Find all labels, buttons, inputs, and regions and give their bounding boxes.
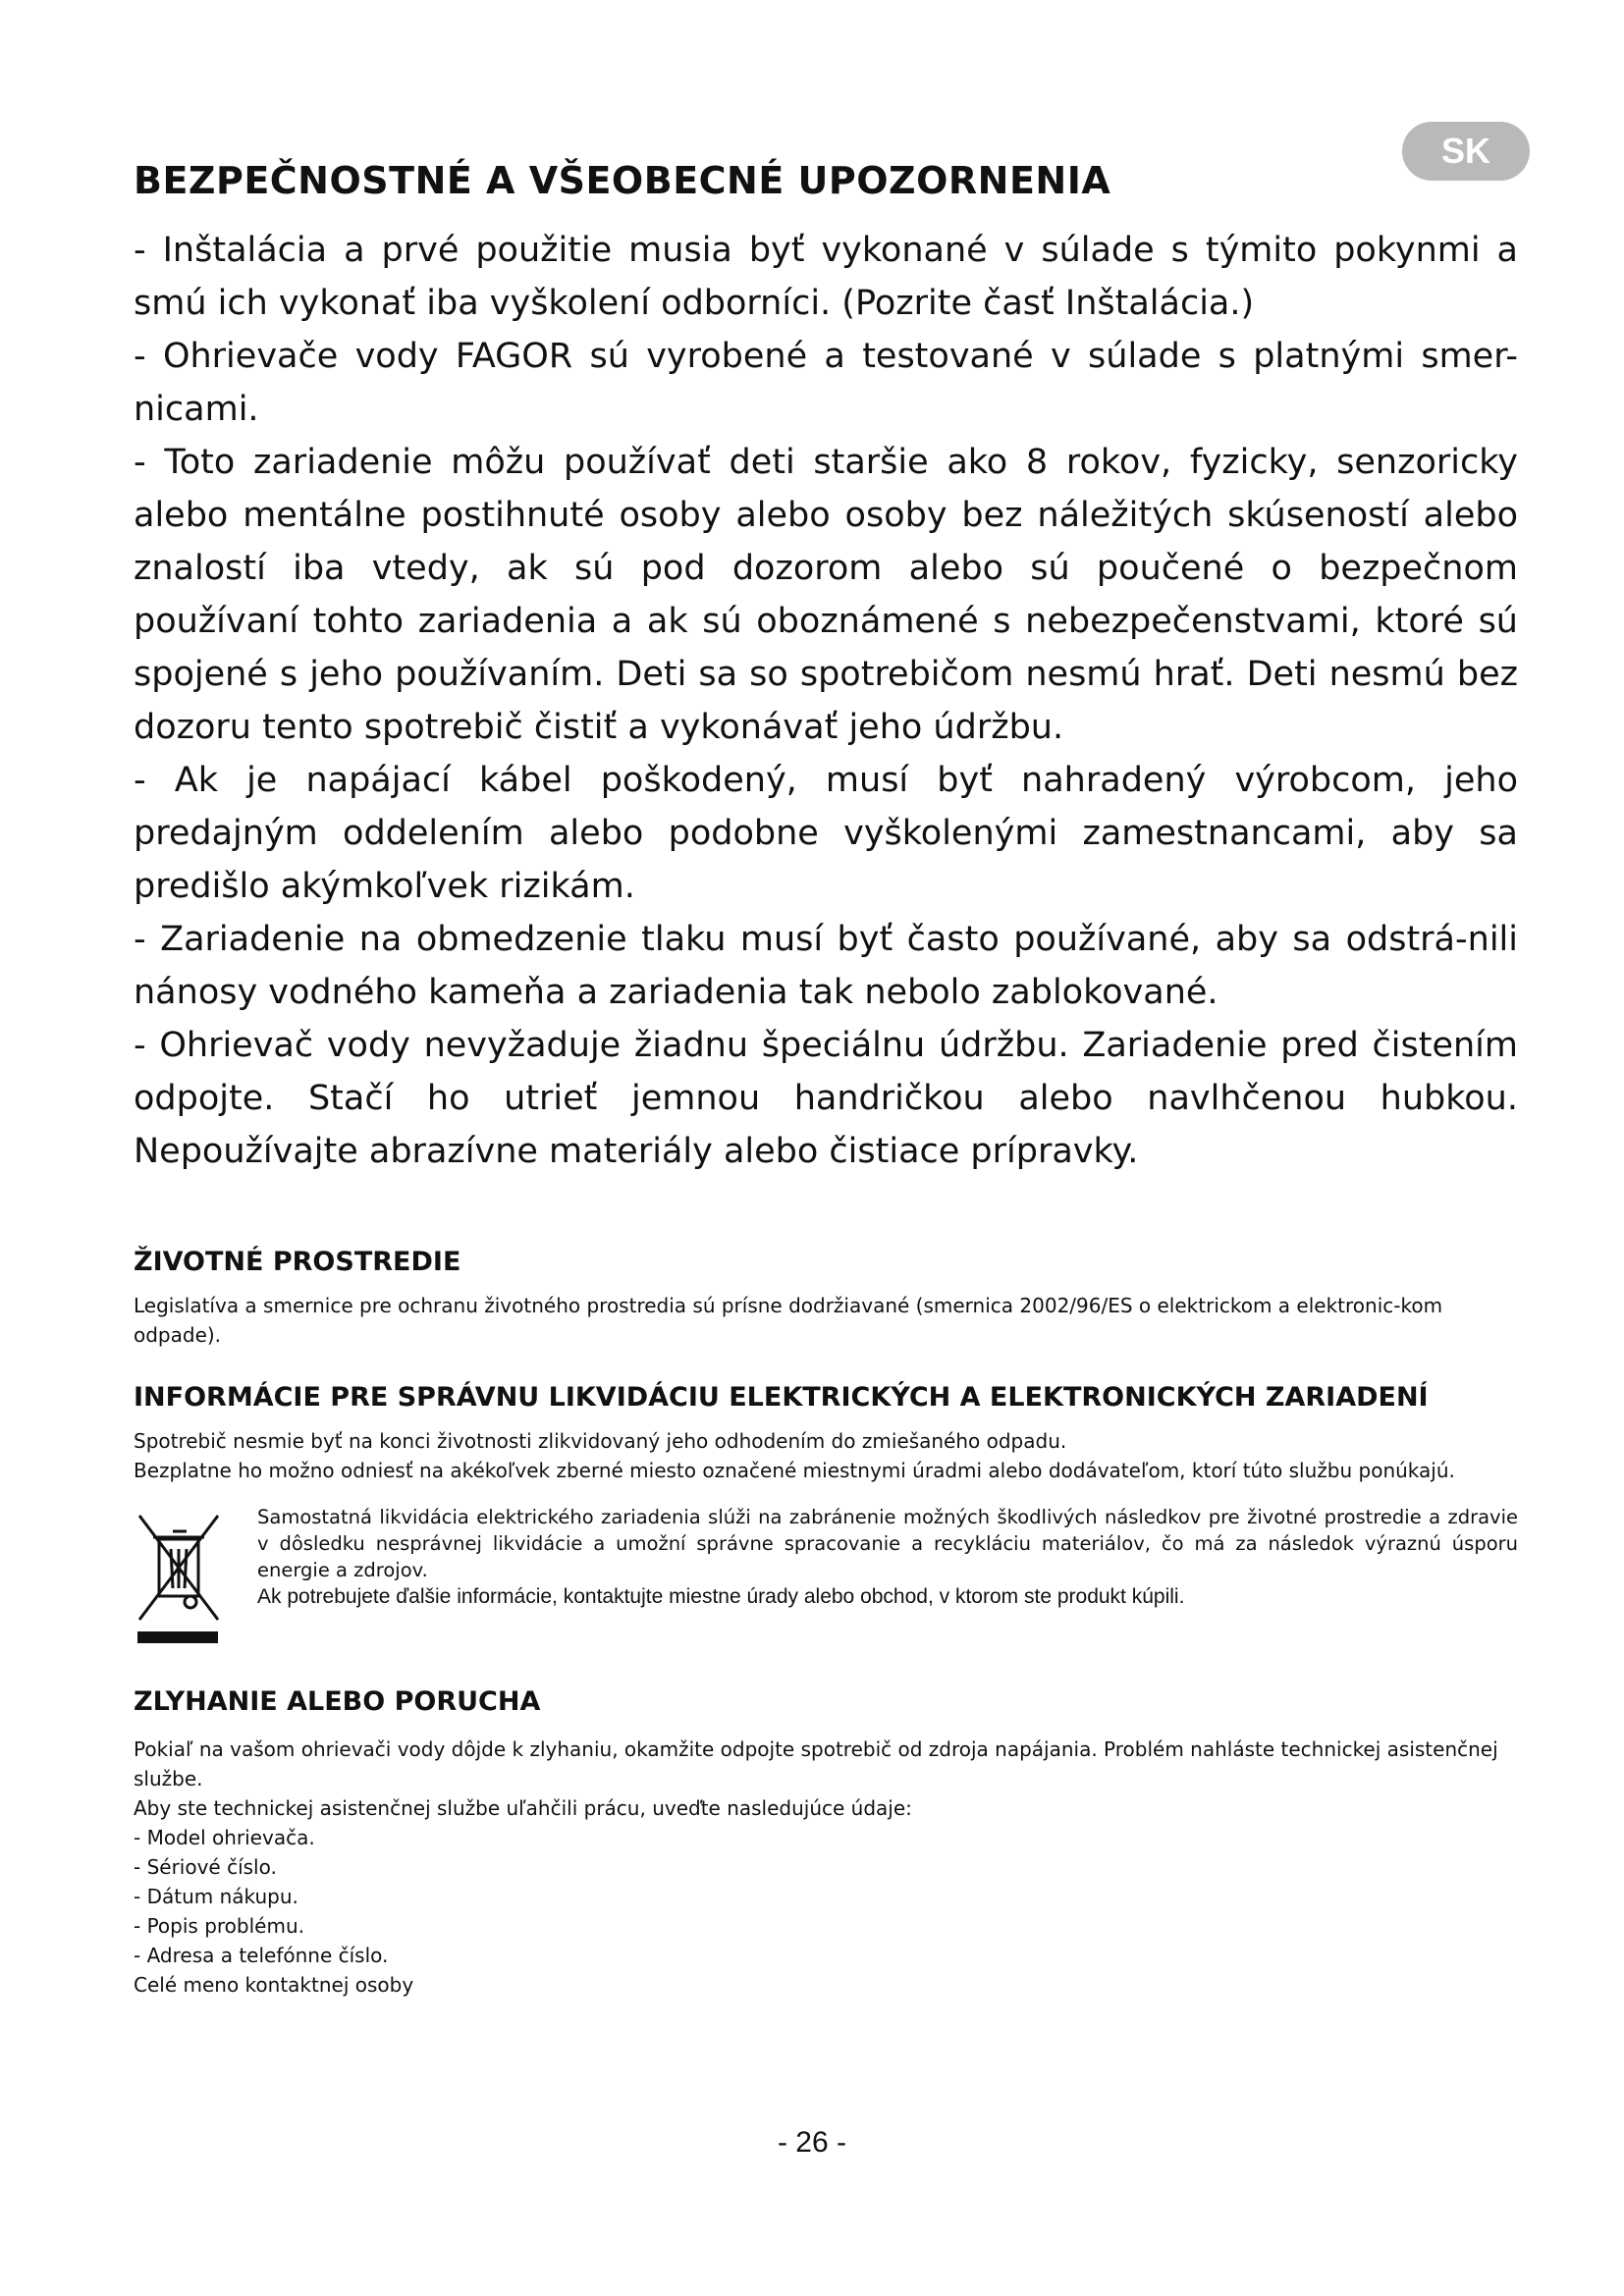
language-badge: SK	[1402, 122, 1530, 181]
failure-section	[134, 1686, 1518, 2000]
weee-more-info: Ak potrebujete ďalšie informácie, kontaktujte miestne úrady alebo obchod, v ktorom ste produkt kúpili.	[257, 1585, 1185, 1608]
contact-person-line: Celé meno kontaktnej osoby	[134, 1973, 414, 1997]
warning-paragraph: - Ak je napájací kábel poškodený, musí byť nahradený výrobcom, jeho predajným oddelením alebo podobne vyškolenými zamestnancami, aby sa predišlo akýmkoľvek rizikám.	[134, 761, 1518, 906]
weee-description: Samostatná likvidácia elektrického zariadenia slúži na zabránenie možných škodlivých následkov pre životné prostredie a zdravie v dôsledku nesprávnej likvidácie a umožní správne spracovanie a recykláciu materiálov, čo má za následok výraznú úsporu energie a zdrojov.	[257, 1506, 1518, 1581]
list-item: - Model ohrievača.	[134, 1826, 315, 1849]
page-number: - 26 -	[777, 2126, 847, 2159]
list-item: - Popis problému.	[134, 1914, 304, 1938]
environment-heading: ŽIVOTNÉ PROSTREDIE	[134, 1247, 461, 1277]
warning-paragraph: - Ohrievač vody nevyžaduje žiadnu špeciálnu údržbu. Zariadenie pred čistením odpojte. Stačí ho utrieť jemnou handričkou alebo navlhčenou hubkou. Nepoužívajte abrazívne materiály alebo čistiace prípravky.	[134, 1026, 1518, 1171]
environment-text: Legislatíva a smernice pre ochranu životného prostredia sú prísne dodržiavané (smernica 2002/96/ES o elektrickom a elektronic-kom odpade).	[134, 1294, 1443, 1347]
warning-paragraph: - Inštalácia a prvé použitie musia byť vykonané v súlade s týmito pokynmi a smú ich vykonať iba vyškolení odborníci. (Pozrite časť Inštalácia.)	[134, 231, 1518, 323]
environment-section	[134, 1247, 1518, 1350]
list-item: - Sériové číslo.	[134, 1855, 277, 1879]
warning-paragraph: - Ohrievače vody FAGOR sú vyrobené a testované v súlade s platnými smer-nicami.	[134, 337, 1518, 429]
disposal-line: Spotrebič nesmie byť na konci životnosti zlikvidovaný jeho odhodením do zmiešaného odpadu.	[134, 1429, 1067, 1453]
page-title: BEZPEČNOSTNÉ A VŠEOBECNÉ UPOZORNENIA	[134, 159, 1111, 202]
safety-warnings	[134, 224, 1518, 1178]
disposal-line: Bezplatne ho možno odniesť na akékoľvek zberné miesto označené miestnymi úradmi alebo dodávateľom, ktorí túto službu ponúkajú.	[134, 1459, 1455, 1482]
warning-paragraph: - Toto zariadenie môžu používať deti staršie ako 8 rokov, fyzicky, senzoricky alebo mentálne postihnuté osoby alebo osoby bez náležitých skúseností alebo znalostí iba vtedy, ak sú pod dozorom alebo sú poučené o bezpečnom používaní tohto zariadenia a ak sú oboznámené s nebezpečenstvami, ktoré sú spojené s jeho používaním. Deti sa so spotrebičom nesmú hrať. Deti nesmú bez dozoru tento spotrebič čistiť a vykonávať jeho údržbu.	[134, 443, 1518, 747]
list-item: - Adresa a telefónne číslo.	[134, 1944, 389, 1967]
list-item: - Dátum nákupu.	[134, 1885, 298, 1908]
disposal-heading: INFORMÁCIE PRE SPRÁVNU LIKVIDÁCIU ELEKTRICKÝCH A ELEKTRONICKÝCH ZARIADENÍ	[134, 1382, 1429, 1413]
failure-heading: ZLYHANIE ALEBO PORUCHA	[134, 1686, 541, 1717]
weee-block	[134, 1504, 1518, 1651]
weee-text	[257, 1504, 1518, 1610]
failure-line: Aby ste technickej asistenčnej službe uľahčili prácu, uveďte nasledujúce údaje:	[134, 1796, 912, 1820]
warning-paragraph: - Zariadenie na obmedzenie tlaku musí byť často používané, aby sa odstrá-nili nánosy vodného kameňa a zariadenia tak nebolo zablokované.	[134, 920, 1518, 1012]
disposal-section	[134, 1382, 1518, 1485]
crossed-out-wheelie-bin-icon	[134, 1504, 222, 1651]
failure-line: Pokiaľ na vašom ohrievači vody dôjde k zlyhaniu, okamžite odpojte spotrebič od zdroja napájania. Problém nahláste technickej asistenčnej službe.	[134, 1737, 1498, 1790]
